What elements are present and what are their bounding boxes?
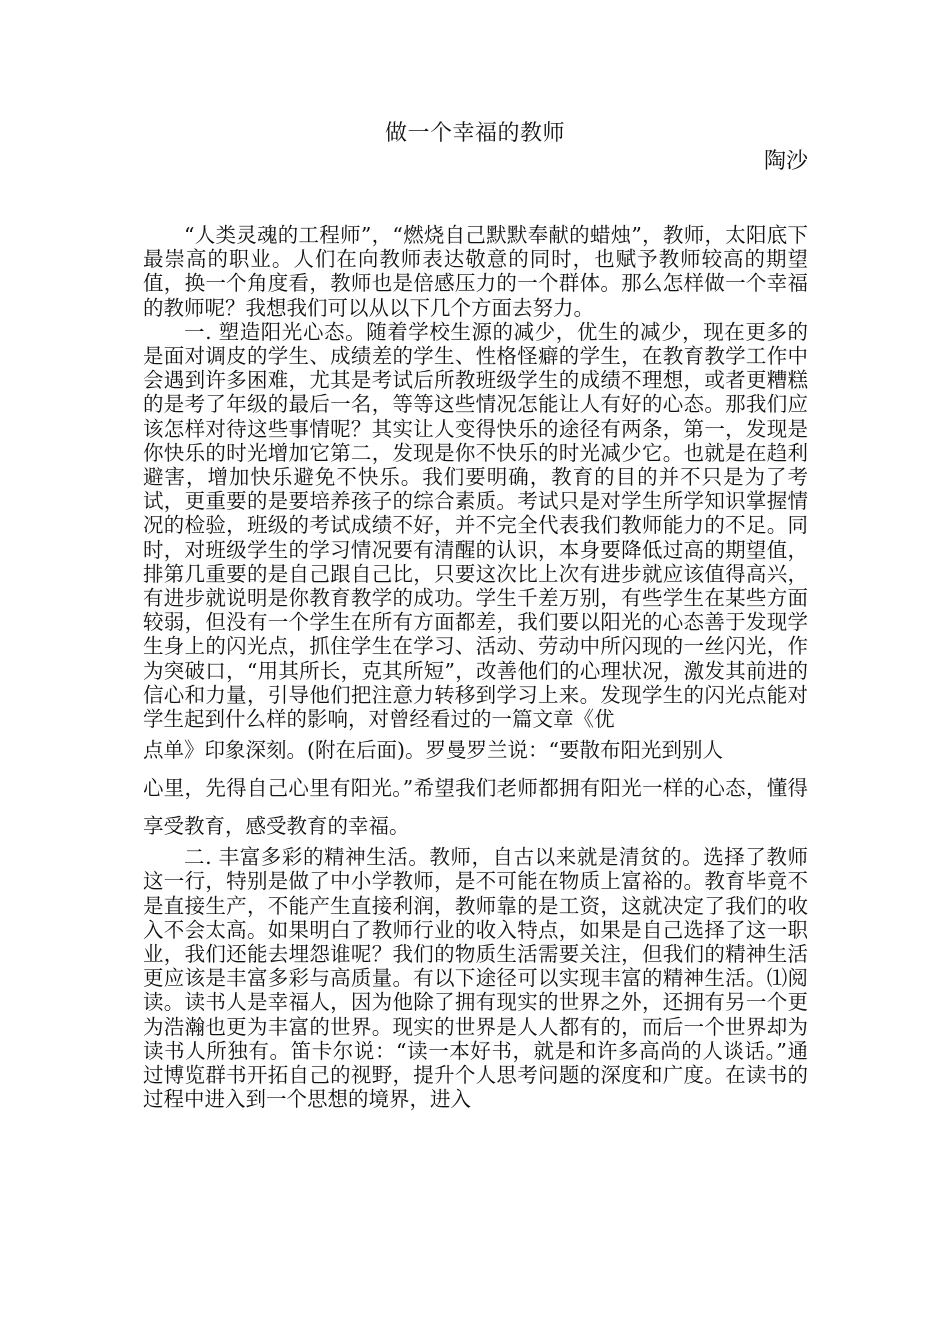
document-body [143, 223, 808, 1112]
paragraph-intro: “人类灵魂的工程师”，“燃烧自己默默奉献的蜡烛”，教师，太阳底下最崇高的职业。人们在向教师表达敬意的同时，也赋予教师较高的期望值，换一个角度看，教师也是倍感压力的一个群体。那么怎样做一个幸福的教师呢？我想我们可以从以下几个方面去努力。 [143, 223, 808, 320]
paragraph-section-1-cont1: 点单》印象深刻。(附在后面)。罗曼罗兰说：“要散布阳光到别人 [143, 738, 723, 763]
paragraph-section-1-cont2: 心里，先得自己心里有阳光。”希望我们老师都拥有阳光一样的心态，懂得享受教育，感受教育的幸福。 [143, 776, 808, 839]
paragraph-section-2: 二. 丰富多彩的精神生活。教师，自古以来就是清贫的。选择了教师这一行，特别是做了中小学教师，是不可能在物质上富裕的。教育毕竟不是直接生产，不能产生直接利润，教师靠的是工资，这就决定了我们的收入不会太高。如果明白了教师行业的收入特点，如果是自己选择了这一职业，我们还能去埋怨谁呢？我们的物质生活需要关注，但我们的精神生活更应该是丰富多彩与高质量。有以下途径可以实现丰富的精神生活。⑴阅读。读书人是幸福人，因为他除了拥有现实的世界之外，还拥有另一个更为浩瀚也更为丰富的世界。现实的世界是人人都有的，而后一个世界却为读书人所独有。笛卡尔说：“读一本好书，就是和许多高尚的人谈话。”通过博览群书开拓自己的视野，提升个人思考问题的深度和广度。在读书的过程中进入到一个思想的境界，进入 [143, 845, 808, 1112]
paragraph-section-1-text: 一. 塑造阳光心态。随着学校生源的减少，优生的减少，现在更多的是面对调皮的学生、成绩差的学生、性格怪癖的学生，在教育教学工作中会遇到许多困难，尤其是考试后所教班级学生的成绩不理想，或者更糟糕的是考了年级的最后一名，等等这些情况怎能让人有好的心态。那我们应该怎样对待这些事情呢？其实让人变得快乐的途径有两条，第一，发现是你快乐的时光增加它第二，发现是你不快乐的时光减少它。也就是在趋利避害，增加快乐避免不快乐。我们要明确，教育的目的并不只是为了考试，更重要的是要培养孩子的综合素质。考试只是对学生所学知识掌握情况的检验，班级的考试成绩不好，并不完全代表我们教师能力的不足。同时，对班级学生的学习情况要有清醒的认识，本身要降低过高的期望值，排第几重要的是自己跟自己比，只要这次比上次有进步就应该值得高兴，有进步就说明是你教育教学的成功。学生千差万别，有些学生在某些方面较弱，但没有一个学生在所有方面都差，我们要以阳光的心态善于发现学生身上的闪光点，抓住学生在学习、活动、劳动中所闪现的一丝闪光，作为突破口，“用其所长，克其所短”，改善他们的心理状况，激发其前进的信心和力量，引导他们把注意力转移到学习上来。发现学生的闪光点能对学生起到什么样的影响，对曾经看过的一篇文章《优 [143, 319, 808, 732]
paragraph-section-1-cont2-line [143, 769, 808, 845]
document-author: 陶沙 [763, 149, 808, 174]
document-title: 做一个幸福的教师 [384, 121, 565, 146]
paragraph-section-1 [143, 320, 808, 731]
